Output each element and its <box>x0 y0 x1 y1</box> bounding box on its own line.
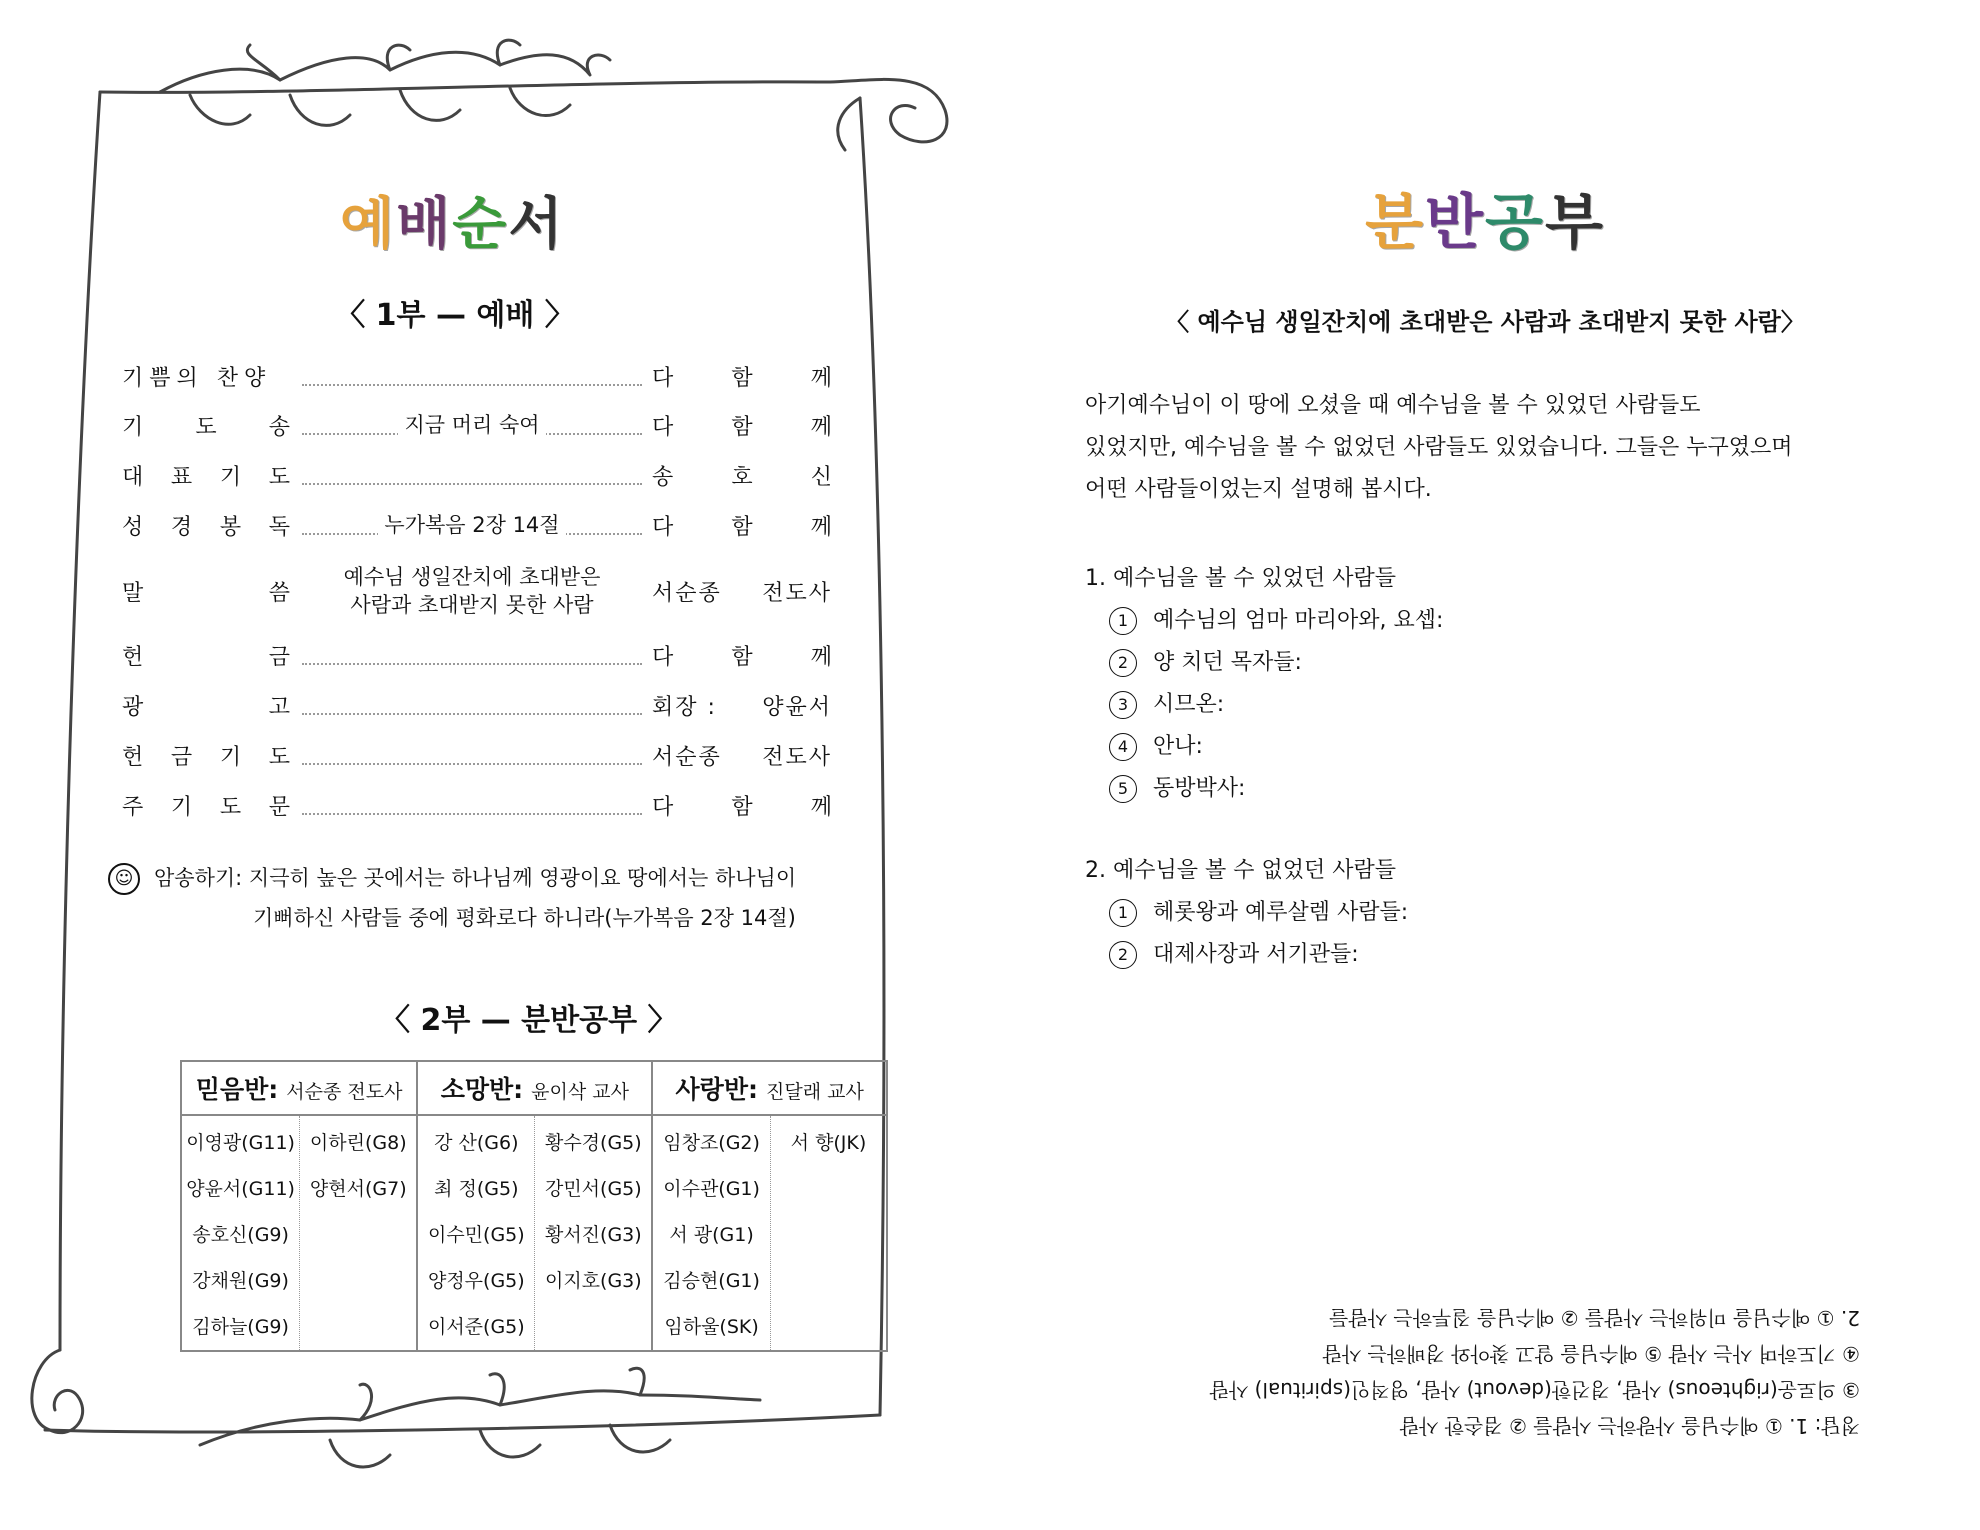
order-detail: 누가복음 2장 14절 <box>378 511 565 539</box>
order-label: 기 도 송 <box>122 414 290 440</box>
sermon-title-line1: 예수님 생일잔치에 초대받은 <box>338 563 607 591</box>
dotted-leader <box>302 356 642 396</box>
order-row-offering <box>122 635 832 675</box>
order-row-announcements <box>122 685 832 725</box>
circled-number: 3 <box>1109 691 1137 719</box>
order-row-praise <box>122 356 832 396</box>
order-leader: 다 함 께 <box>652 365 832 391</box>
question-2-item: 1 헤롯왕과 예루살렘 사람들: <box>1085 892 1408 934</box>
part1-heading: 〈 1부 — 예배 〉 <box>335 298 575 333</box>
part2-heading: 〈 2부 — 분반공부 〉 <box>380 1003 678 1038</box>
class-header-faith: 믿음반: 서순종 전도사 <box>181 1061 417 1115</box>
memory-verse <box>108 858 868 938</box>
circled-number: 1 <box>1109 899 1137 927</box>
order-label: 주 기 도 문 <box>122 794 290 820</box>
order-leader: 서순종 전도사 <box>652 580 832 606</box>
order-row-scripture-reading <box>122 505 832 545</box>
memory-verse-line1: 지극히 높은 곳에서는 하나님께 영광이요 땅에서는 하나님이 <box>248 866 797 890</box>
question-2-item: 2 대제사장과 서기관들: <box>1085 934 1408 976</box>
order-label: 기쁨의 찬양 <box>122 365 272 391</box>
title-char: 반 <box>1425 188 1485 258</box>
order-label: 말 씀 <box>122 580 290 606</box>
question-1-item: 3 시므온: <box>1085 684 1443 726</box>
question-2 <box>1085 850 1408 976</box>
title-char: 예 <box>340 192 397 257</box>
order-leader: 회장 : 양윤서 <box>652 694 832 720</box>
student-column: 임창조(G2) 이수관(G1) 서 광(G1) 김승현(G1) 임하울(SK) <box>652 1115 770 1351</box>
student-column: 강 산(G6) 최 정(G5) 이수민(G5) 양정우(G5) 이서준(G5) <box>417 1115 535 1351</box>
sermon-title-line2: 사람과 초대받지 못한 사람 <box>344 591 599 619</box>
student-column: 황수경(G5) 강민서(G5) 황서진(G3) 이지호(G3) <box>535 1115 653 1351</box>
circled-number: 1 <box>1109 607 1137 635</box>
order-label: 헌 금 기 도 <box>122 744 290 770</box>
title-char: 공 <box>1485 188 1545 258</box>
order-label: 대 표 기 도 <box>122 464 290 490</box>
question-1 <box>1085 558 1443 810</box>
order-row-sermon <box>122 558 832 624</box>
smiley-face-icon: ☺ <box>108 863 140 895</box>
title-char: 순 <box>452 192 509 257</box>
right-page-class-study <box>990 0 1980 1530</box>
order-leader: 서순종 전도사 <box>652 744 832 770</box>
class-header-love: 사랑반: 진달래 교사 <box>652 1061 887 1115</box>
title-char: 부 <box>1544 188 1605 258</box>
order-leader: 다 함 께 <box>652 794 832 820</box>
dotted-leader <box>302 455 642 495</box>
circled-number: 2 <box>1109 941 1137 969</box>
student-column: 서 향(JK) <box>770 1115 887 1351</box>
order-row-representative-prayer <box>122 455 832 495</box>
dotted-leader <box>302 405 642 445</box>
question-1-item: 2 양 치던 목자들: <box>1085 642 1443 684</box>
memory-verse-line1-wrap <box>108 858 868 898</box>
memory-verse-label: 암송하기: <box>154 866 243 890</box>
order-row-prayer-song <box>122 405 832 445</box>
order-leader: 다 함 께 <box>652 414 832 440</box>
order-label: 광 고 <box>122 694 290 720</box>
class-study-title <box>990 175 1980 261</box>
lesson-intro: 아기예수님이 이 땅에 오셨을 때 예수님을 볼 수 있었던 사람들도 있었지만, 예수님을 볼 수 없었던 사람들도 있었습니다. 그들은 누구였으며 어떤 사람들이었는지 설명해 봅시다. <box>1085 393 1793 502</box>
student-column: 이하린(G8) 양현서(G7) <box>300 1115 418 1351</box>
dotted-leader <box>302 685 642 725</box>
lesson-subtitle: 〈 예수님 생일잔치에 초대받은 사람과 초대받지 못한 사람〉 <box>1165 308 1805 336</box>
dotted-leader <box>302 635 642 675</box>
order-row-lords-prayer <box>122 785 832 825</box>
title-char: 서 <box>508 192 565 257</box>
order-detail: 지금 머리 숙여 <box>398 411 545 439</box>
dotted-leader <box>302 505 642 545</box>
order-label: 헌 금 <box>122 644 290 670</box>
order-leader: 다 함 께 <box>652 644 832 670</box>
title-char: 배 <box>396 192 453 257</box>
upside-down-answer-key: 정답: 1. ① 예수님을 사랑하는 사람들 ② 겸손한 사람 ③ 의로운(righteous) 사람, 경건한(devout) 사람, 영적인(spiritual) 사람 ④ 기도하며 사는 사람 ⑤ 예수님을 알고 찾아와 경배하는 사람 2. ① 예수님을 미워하는 사람들 ② 예수님을 질투하는 사람들 <box>1209 1306 1860 1438</box>
circled-number: 5 <box>1109 775 1137 803</box>
class-assignment-table <box>180 1060 888 1352</box>
memory-verse-line2: 기뻐하신 사람들 중에 평화로다 하니라(누가복음 2장 14절) <box>253 906 796 930</box>
order-leader: 송 호 신 <box>652 464 832 490</box>
question-1-item: 1 예수님의 엄마 마리아와, 요셉: <box>1085 600 1443 642</box>
title-char: 분 <box>1365 188 1426 258</box>
order-leader: 다 함 께 <box>652 514 832 540</box>
dotted-leader <box>302 785 642 825</box>
circled-number: 4 <box>1109 733 1137 761</box>
dotted-leader <box>302 735 642 775</box>
question-1-item: 4 안나: <box>1085 726 1443 768</box>
question-2-heading: 2. 예수님을 볼 수 없었던 사람들 <box>1085 858 1396 883</box>
class-header-hope: 소망반: 윤이삭 교사 <box>417 1061 652 1115</box>
circled-number: 2 <box>1109 649 1137 677</box>
order-label: 성 경 봉 독 <box>122 514 290 540</box>
student-column: 이영광(G11) 양윤서(G11) 송호신(G9) 강채원(G9) 김하늘(G9) <box>181 1115 300 1351</box>
order-row-offering-prayer <box>122 735 832 775</box>
question-1-item: 5 동방박사: <box>1085 768 1443 810</box>
dotted-leader <box>302 558 642 624</box>
worship-order-title <box>340 180 564 260</box>
question-1-heading: 1. 예수님을 볼 수 있었던 사람들 <box>1085 566 1396 591</box>
